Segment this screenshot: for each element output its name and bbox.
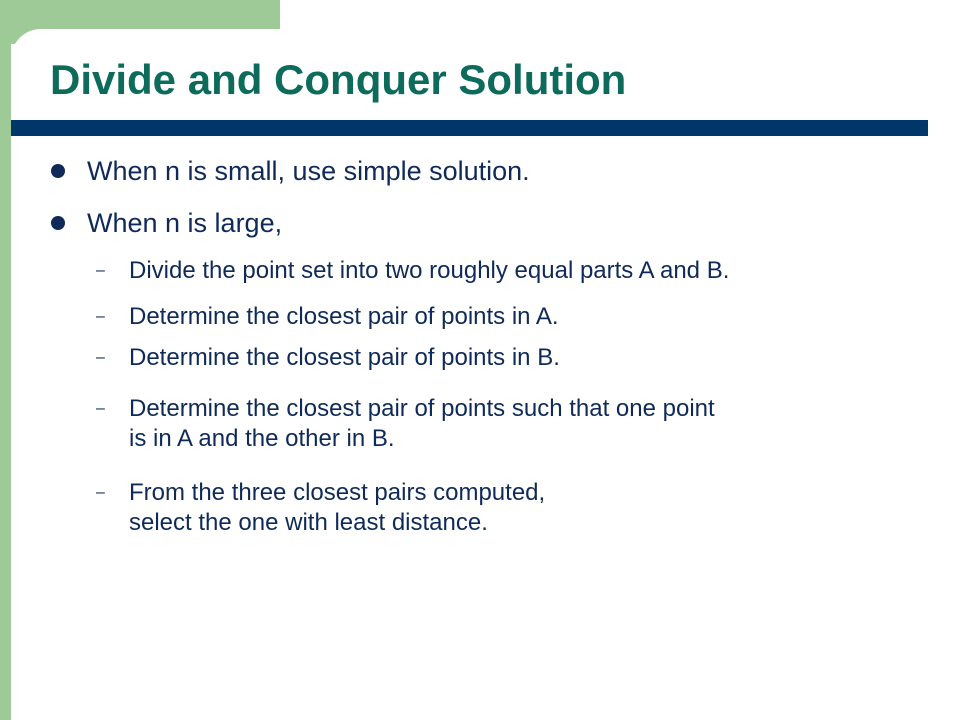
bullet-item [87, 207, 282, 239]
sub-bullet-text: From the three closest pairs computed, [129, 479, 546, 506]
sub-bullet-text: Determine the closest pair of points in B. [129, 344, 560, 371]
sub-bullet-text-continued: is in A and the other in B. [129, 425, 395, 452]
dash-marker: – [96, 262, 105, 279]
sub-bullet-text: Determine the closest pair of points such that one point [129, 395, 715, 422]
sub-bullet-text: Determine the closest pair of points in A. [129, 303, 559, 330]
dash-marker: – [96, 349, 105, 366]
sub-bullet-item [96, 478, 546, 538]
slide-title: Divide and Conquer Solution [50, 56, 627, 103]
sub-bullet-item [96, 256, 730, 286]
sub-bullet-text: Divide the point set into two roughly equal parts A and B. [129, 257, 730, 284]
dash-marker: – [96, 400, 105, 417]
bullet-dot [51, 164, 65, 178]
sub-bullet-text-continued: select the one with least distance. [129, 509, 488, 536]
sub-bullet-item [96, 302, 559, 332]
sub-bullet-item [96, 394, 715, 454]
sub-bullet-item [96, 343, 560, 373]
dash-marker: – [96, 484, 105, 501]
bullet-text: When n is large, [87, 208, 283, 238]
dash-marker: – [96, 308, 105, 325]
bullet-dot [51, 216, 65, 230]
bullet-item [87, 155, 530, 187]
bullet-text: When n is small, use simple solution. [87, 156, 530, 186]
